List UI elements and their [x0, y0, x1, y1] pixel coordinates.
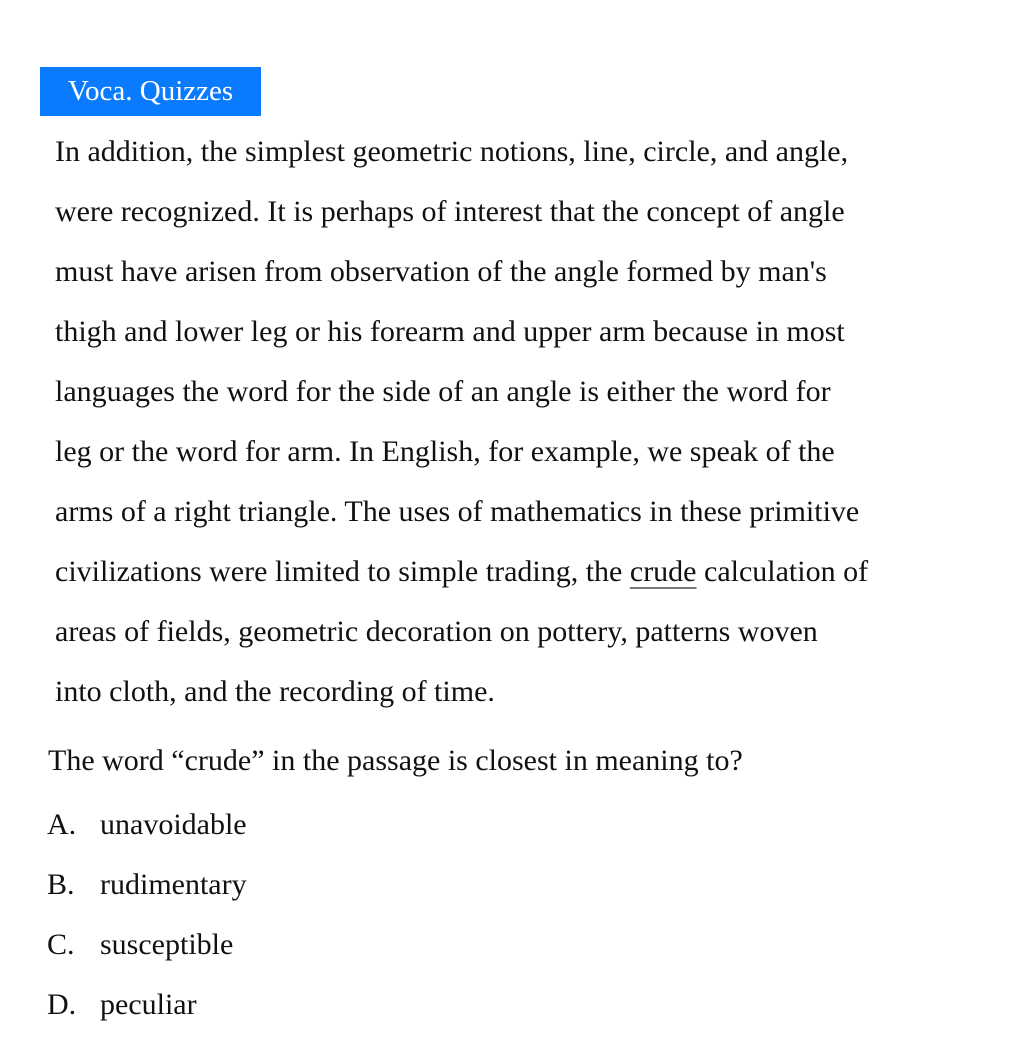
passage-text: arms of a right triangle. The uses of mathematics in these primitive — [55, 495, 860, 528]
option-d[interactable] — [47, 980, 247, 1040]
option-a[interactable] — [47, 800, 247, 860]
option-letter: A. — [47, 808, 77, 841]
passage-text: areas of fields, geometric decoration on pottery, patterns woven — [55, 615, 818, 648]
passage-text: must have arisen from observation of the angle formed by man's — [55, 255, 827, 288]
passage-text: calculation of — [696, 555, 869, 588]
option-b[interactable] — [47, 860, 247, 920]
option-text: unavoidable — [100, 808, 247, 841]
passage-line — [55, 302, 1024, 362]
passage-text: were recognized. It is perhaps of interest that the concept of angle — [55, 195, 845, 228]
option-letter: D. — [47, 988, 77, 1021]
passage-line — [55, 662, 1024, 722]
passage-text: In addition, the simplest geometric notions, line, circle, and angle, — [55, 135, 849, 168]
option-text: susceptible — [100, 928, 234, 961]
option-letter: C. — [47, 928, 75, 961]
passage-text: into cloth, and the recording of time. — [55, 675, 495, 708]
passage-line — [55, 542, 1024, 602]
passage-line — [55, 182, 1024, 242]
question-prompt: The word “crude” in the passage is closest in meaning to? — [48, 744, 743, 777]
option-text: rudimentary — [100, 868, 247, 901]
passage-text: languages the word for the side of an angle is either the word for — [55, 375, 831, 408]
reading-passage — [55, 122, 1024, 722]
header-title: Voca. Quizzes — [67, 75, 234, 107]
option-text: peculiar — [100, 988, 197, 1021]
passage-line — [55, 362, 1024, 422]
passage-line — [55, 602, 1024, 662]
answer-options — [47, 800, 247, 1040]
passage-text: thigh and lower leg or his forearm and upper arm because in most — [55, 315, 845, 348]
option-letter: B. — [47, 868, 75, 901]
passage-text: civilizations were limited to simple trading, the — [55, 555, 630, 588]
passage-line — [55, 242, 1024, 302]
highlighted-word-crude: crude — [629, 555, 697, 588]
passage-line — [55, 422, 1024, 482]
quiz-header-badge — [40, 67, 261, 116]
passage-line — [55, 122, 1024, 182]
passage-line — [55, 482, 1024, 542]
option-c[interactable] — [47, 920, 247, 980]
passage-text: leg or the word for arm. In English, for example, we speak of the — [55, 435, 835, 468]
